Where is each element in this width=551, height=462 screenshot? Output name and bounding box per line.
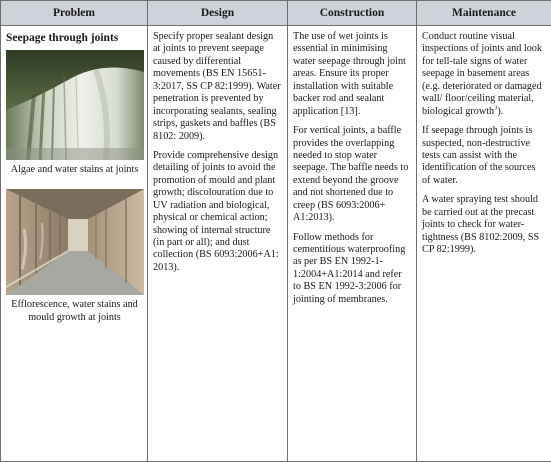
design-cell xyxy=(148,26,288,462)
caption-efflorescence: Efflorescence, water stains and mould growth at joints xyxy=(11,298,138,323)
construction-cell xyxy=(288,26,417,462)
construction-paragraph: The use of wet joints is essential in minimising water seepage through joint areas. Ensure its proper installation with suitable backer rod and sealant application [13]. xyxy=(293,31,406,117)
footnote-marker: 3 xyxy=(494,104,498,112)
header-construction: Construction xyxy=(288,1,417,26)
header-row xyxy=(1,1,551,26)
construction-paragraph: For vertical joints, a baffle provides the overlapping needed to stop water seepage. The baffle needs to extend beyond the groove and not shortened due to creep (BS 6093:2006+ A1:2013). xyxy=(293,125,409,224)
corridor-efflorescence-photo xyxy=(6,189,144,295)
caption-algae: Algae and water stains at joints xyxy=(10,164,139,176)
maintenance-paragraph: If seepage through joints is suspected, non-destructive tests can assist with the identification of the sources of water. xyxy=(422,125,536,186)
table-row xyxy=(1,26,551,462)
algae-joint-photo xyxy=(6,50,144,160)
problem-title: Seepage through joints xyxy=(6,32,119,44)
problem-cell xyxy=(1,26,148,462)
header-maintenance: Maintenance xyxy=(417,1,551,26)
maintenance-paragraph: A water spraying test should be carried out at the precast joints to check for water-tightness (BS 8102:2009, SS CP 82:1999). xyxy=(422,194,540,255)
header-design: Design xyxy=(148,1,288,26)
header-problem: Problem xyxy=(1,1,148,26)
maintenance-text: Conduct routine visual inspections of joints and look for tell-tale signs of water seepage in basement areas (e.g. deteriorated or damaged wall/ floor/ceiling material, biological growth xyxy=(422,31,542,117)
design-paragraph: Specify proper sealant design at joints to prevent seepage caused by differential movements (BS EN 15651-3:2017, SS CP 82:1999). Water penetration is prevented by incorporating sealants, sealing strips, gaskets and baffles (BS 8102: 2009). xyxy=(153,31,281,142)
construction-paragraph: Follow methods for cementitious waterproofing as per BS EN 1992-1-1:2004+A1:2014 and refer to BS EN 1992-3:2006 for jointing of membranes. xyxy=(293,231,406,305)
maintenance-text-end: ). xyxy=(497,105,504,117)
maintenance-cell xyxy=(417,26,551,462)
design-paragraph: Provide comprehensive design detailing of joints to avoid the promotion of mould and plant growth; discolouration due to UV radiation and biological, physical or chemical action; showing of internal structure (in part or all); and dust collection (BS 6093:2006+A1: 2013). xyxy=(153,149,279,273)
maintenance-paragraph xyxy=(422,31,546,118)
